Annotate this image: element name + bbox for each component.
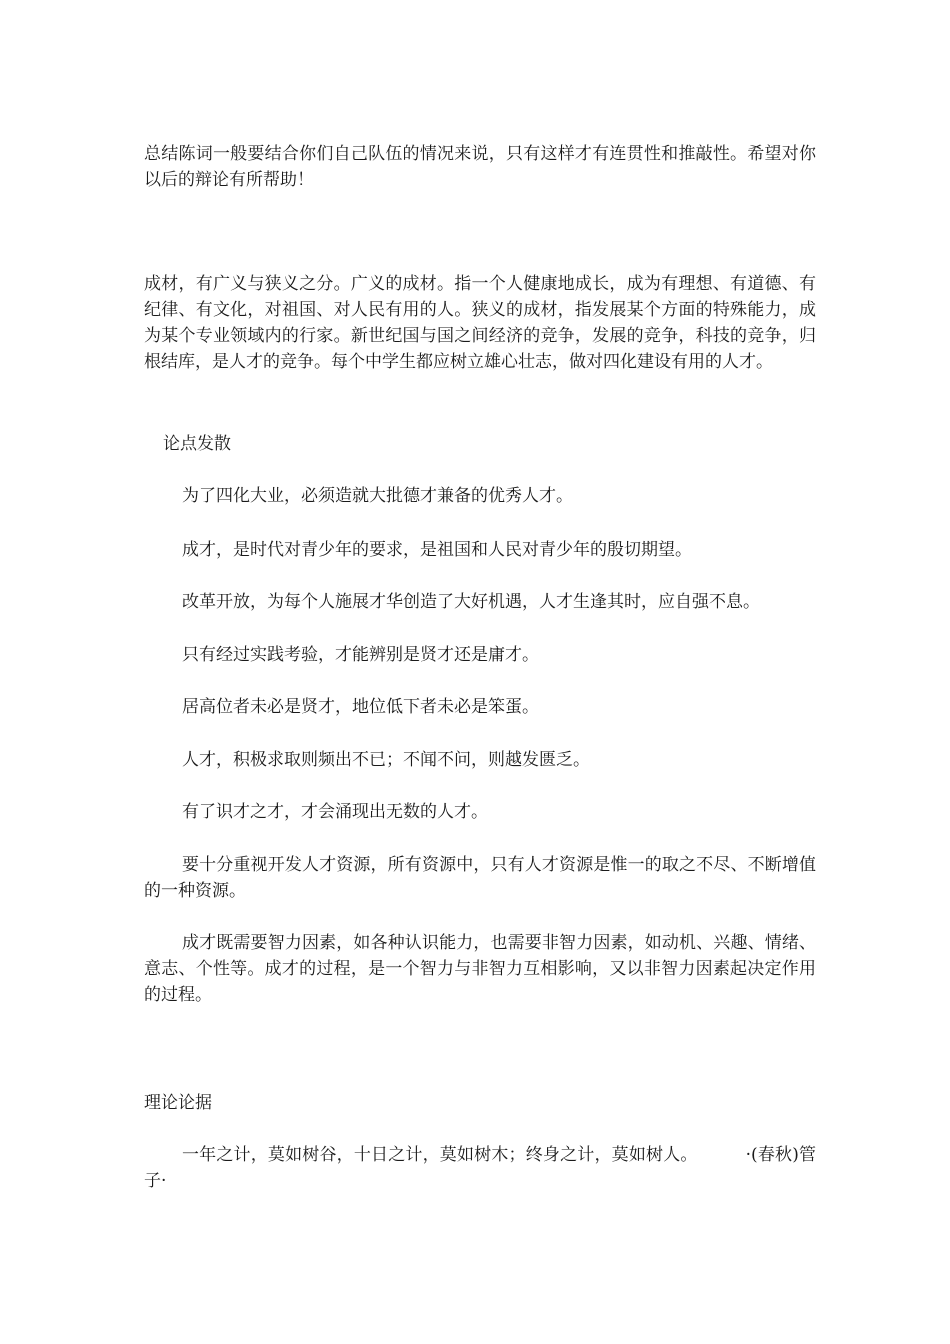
- quote-source: ·(春秋)管 子·: [144, 1145, 834, 1191]
- argument-point: 只有经过实践考验，才能辨别是贤才还是庸才。: [182, 645, 539, 665]
- argument-point: 人才，积极求取则频出不已；不闻不问，则越发匮乏。: [182, 750, 590, 770]
- section-heading-theory: 理论论据: [144, 1093, 212, 1113]
- argument-point: 改革开放，为每个人施展才华创造了大好机遇，人才生逢其时，应自强不息。: [182, 592, 760, 612]
- theory-quote: [144, 1142, 834, 1194]
- definition-paragraph: 成材，有广义与狭义之分。广义的成材。指一个人健康地成长，成为有理想、有道德、有纪律、有文化，对祖国、对人民有用的人。狭义的成材，指发展某个方面的特殊能力，成为某个专业领域内的行家。新世纪国与国之间经济的竞争，发展的竞争，科技的竞争，归根结库，是人才的竞争。每个中学生都应树立雄心壮志，做对四化建设有用的人才。: [144, 274, 816, 372]
- argument-point: 为了四化大业，必须造就大批德才兼备的优秀人才。: [182, 486, 573, 506]
- argument-point: 成才既需要智力因素，如各种认识能力，也需要非智力因素，如动机、兴趣、情绪、意志、个性等。成才的过程，是一个智力与非智力互相影响，又以非智力因素起决定作用的过程。: [144, 933, 816, 1005]
- intro-paragraph: 总结陈词一般要结合你们自己队伍的情况来说，只有这样才有连贯性和推敲性。希望对你以后的辩论有所帮助！: [144, 144, 816, 190]
- quote-text: 一年之计，莫如树谷，十日之计，莫如树木；终身之计，莫如树人。: [182, 1145, 698, 1165]
- argument-point: 要十分重视开发人才资源，所有资源中，只有人才资源是惟一的取之不尽、不断增值的一种资源。: [144, 855, 816, 901]
- argument-point: 居高位者未必是贤才，地位低下者未必是笨蛋。: [182, 697, 539, 717]
- argument-point: 成才，是时代对青少年的要求，是祖国和人民对青少年的殷切期望。: [182, 540, 692, 560]
- argument-point: 有了识才之才，才会涌现出无数的人才。: [182, 802, 488, 822]
- section-heading-arguments: 论点发散: [163, 434, 231, 454]
